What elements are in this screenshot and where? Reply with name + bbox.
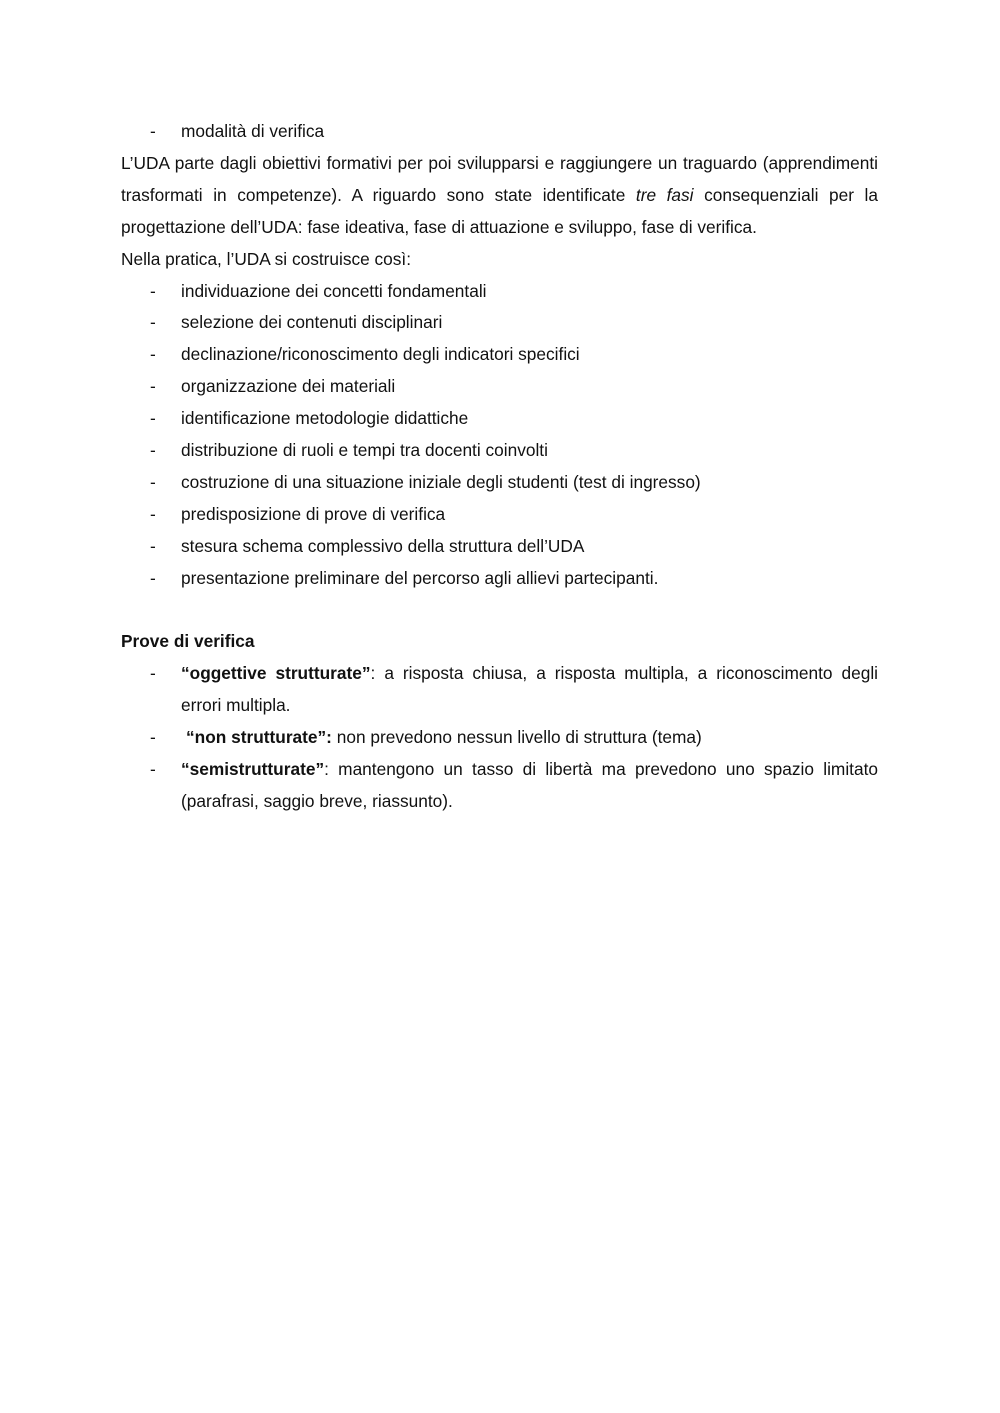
list-item (121, 722, 878, 754)
page-content (121, 116, 878, 818)
step-text: stesura schema complessivo della struttura dell’UDA (181, 535, 585, 556)
list-item (121, 371, 878, 403)
list-item (121, 531, 878, 563)
list-item (121, 339, 878, 371)
verifica-list (121, 658, 878, 818)
dash-marker: - (150, 312, 156, 333)
step-text: declinazione/riconoscimento degli indicatori specifici (181, 344, 580, 365)
list-item (121, 563, 878, 595)
step-text: presentazione preliminare del percorso agli allievi partecipanti. (181, 567, 659, 588)
dash-marker: - (150, 535, 156, 556)
step-text: selezione dei contenuti disciplinari (181, 312, 443, 333)
dash-marker: - (150, 471, 156, 492)
intro-text-part2: consequenziali per la progettazione dell’UDA: fase ideativa, fase di attuazione e sviluppo, fase di verifica. (121, 184, 878, 237)
dash-marker: - (150, 567, 156, 588)
step-text: identificazione metodologie didattiche (181, 408, 469, 429)
steps-list (121, 276, 878, 595)
dash-marker: - (150, 121, 156, 141)
step-text: distribuzione di ruoli e tempi tra docenti coinvolti (181, 440, 548, 461)
list-item (121, 307, 878, 339)
dash-marker: - (150, 344, 156, 365)
verifica-term: “non strutturate”: (186, 727, 332, 748)
step-text: predisposizione di prove di verifica (181, 503, 446, 524)
step-text: organizzazione dei materiali (181, 376, 396, 397)
list-item (121, 435, 878, 467)
verifica-term: “oggettive strutturate” (181, 663, 371, 684)
intro-paragraph (121, 148, 878, 244)
verifica-description: non prevedono nessun livello di struttura (tema) (331, 727, 702, 748)
blank-line (121, 595, 878, 627)
section-heading: Prove di verifica (121, 631, 255, 652)
list-item (121, 754, 878, 818)
dash-marker: - (150, 280, 156, 301)
list-item (121, 499, 878, 531)
list-item (121, 403, 878, 435)
dash-marker: - (150, 663, 156, 684)
list-item (121, 467, 878, 499)
list-item (121, 658, 878, 722)
verifica-description: : a risposta chiusa, a risposta multipla, a riconoscimento degli errori multipla. (181, 663, 879, 716)
dash-marker: - (150, 503, 156, 524)
verifica-description: : mantengono un tasso di libertà ma prevedono uno spazio limitato (parafrasi, saggio breve, riassunto). (181, 759, 878, 812)
step-text: costruzione di una situazione iniziale degli studenti (test di ingresso) (181, 471, 701, 492)
list-item (121, 276, 878, 308)
intro-emphasis: tre fasi (635, 184, 694, 205)
practice-intro: Nella pratica, l’UDA si costruisce così: (121, 248, 412, 269)
dash-marker: - (150, 759, 156, 780)
dash-marker: - (150, 408, 156, 429)
list-item (121, 116, 878, 148)
list-item-text: modalità di verifica (181, 121, 325, 141)
dash-marker: - (150, 440, 156, 461)
step-text: individuazione dei concetti fondamentali (181, 280, 487, 301)
top-bullet-list (121, 116, 878, 148)
dash-marker: - (150, 376, 156, 397)
dash-marker: - (150, 727, 156, 748)
intro-text-part1: L’UDA parte dagli obiettivi formativi per poi svilupparsi e raggiungere un traguardo (apprendimenti trasformati in competenze). A riguardo sono state identificate (121, 152, 878, 205)
verifica-term: “semistrutturate” (181, 759, 325, 780)
